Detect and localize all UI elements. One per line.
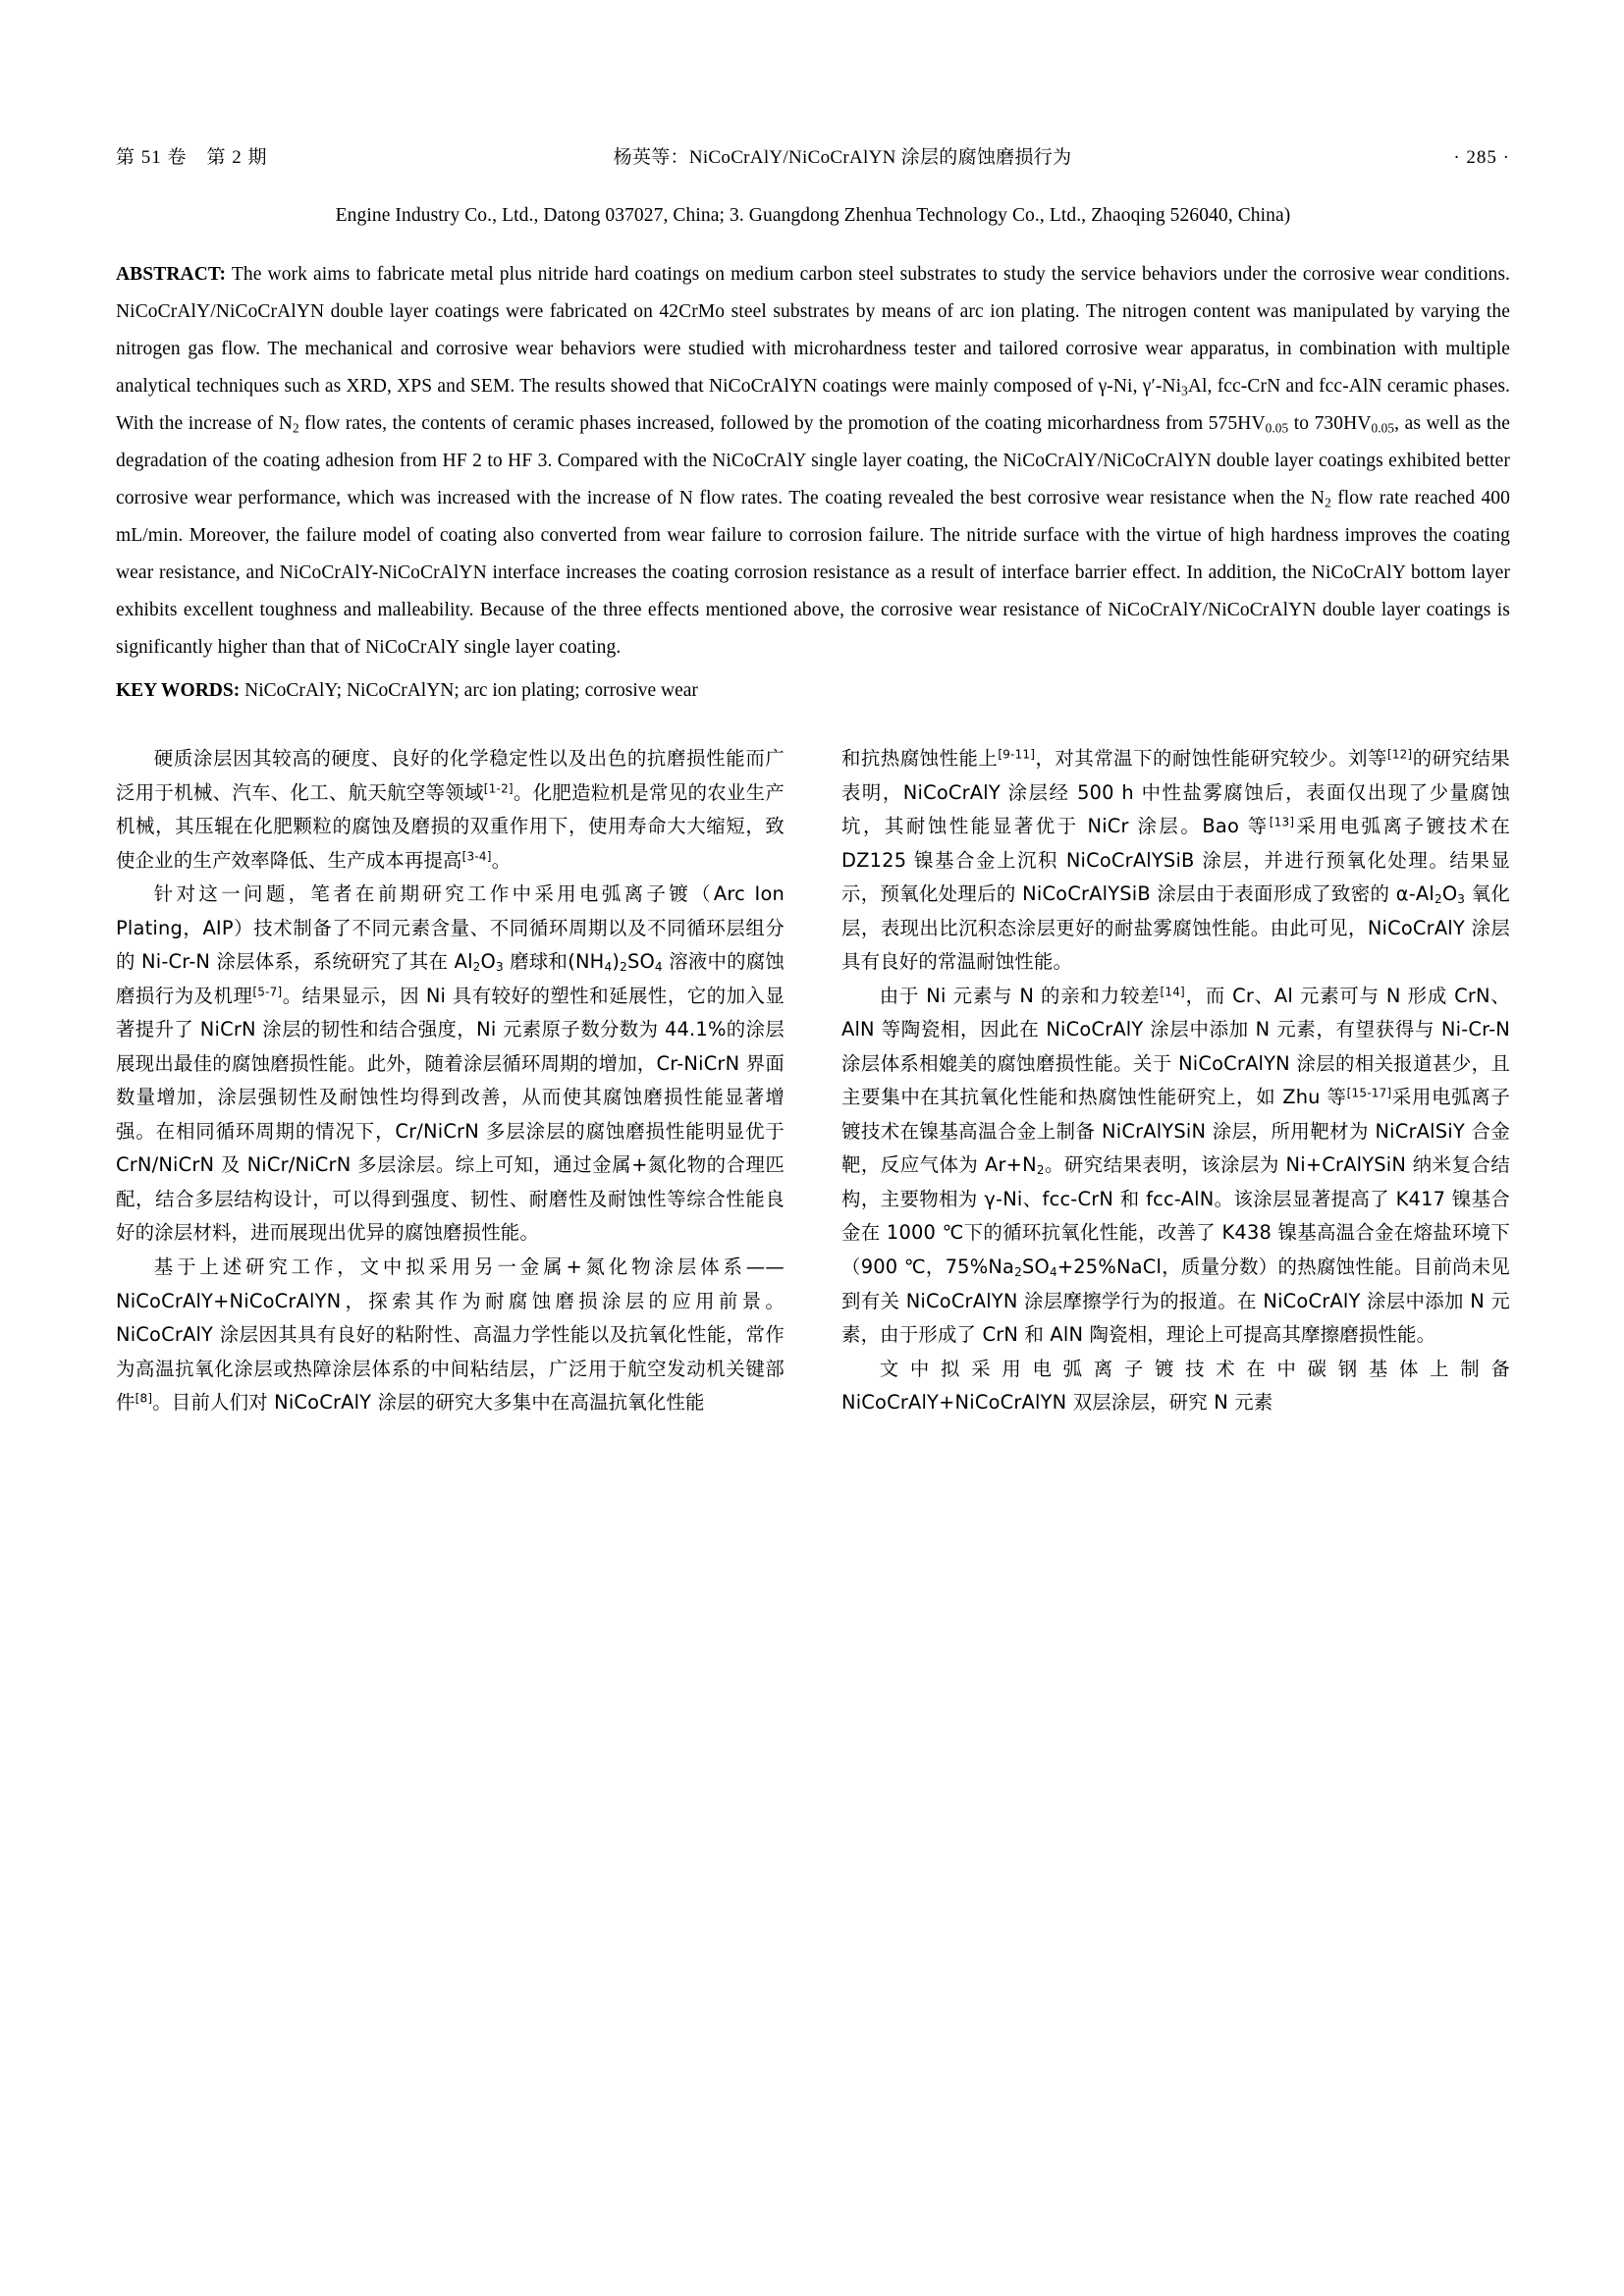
left-p2-sub-3: 4 (604, 960, 613, 975)
left-p1-c: 。 (491, 848, 512, 872)
abstract-text-4: to 730HV (1288, 412, 1372, 434)
left-p2-sub-5: 4 (654, 960, 663, 975)
right-p2-a: 由于 Ni 元素与 N 的亲和力较差 (879, 984, 1161, 1007)
left-p2-e: SO (626, 950, 655, 974)
body-columns (116, 742, 1510, 1420)
right-p2-f: +25%NaCl，质量分数）的热腐蚀性能。目前尚未见到有关 NiCoCrAlYN 涂层摩擦学行为的报道。在 NiCoCrAlY 涂层中添加 N 元素，由于形成了 CrN 和 AlN 陶瓷相，理论上可提高其摩擦磨损性能。 (841, 1255, 1510, 1347)
left-p2-ref-1: [5-7] (252, 985, 283, 999)
abstract-text-1: The work aims to fabricate metal plus nitride hard coatings on medium carbon steel substrates to study the service behaviors under the corrosive wear conditions. NiCoCrAlY/NiCoCrAlYN double layer coatings were fabricated on 42CrMo steel substrates by means of arc ion plating. The nitrogen content was manipulated by varying the nitrogen gas flow. The mechanical and corrosive wear behaviors were studied with microhardness tester and tailored corrosive wear apparatus, in combination with multiple analytical techniques such as XRD, XPS and SEM. The results showed that NiCoCrAlYN coatings were mainly composed of γ-Ni, γ′-Ni (116, 263, 1510, 397)
right-p2-b: ，而 Cr、Al 元素可与 N 形成 CrN、AlN 等陶瓷相，因此在 NiCoCrAlY 涂层中添加 N 元素，有望获得与 Ni-Cr-N 涂层体系相媲美的腐蚀磨损性能。关于 NiCoCrAlYN 涂层的相关报道甚少，且主要集中在其抗氧化性能和热腐蚀性能研究上，如 Zhu 等 (841, 984, 1510, 1109)
abstract-text-6: flow rate reached 400 mL/min. Moreover, the failure model of coating also converted from wear failure to corrosion failure. The nitride surface with the virtue of high hardness improves the coating wear resistance, and NiCoCrAlY-NiCoCrAlYN interface increases the coating corrosion resistance as a result of interface barrier effect. In addition, the NiCoCrAlY bottom layer exhibits excellent toughness and malleability. Because of the three effects mentioned above, the corrosive wear resistance of NiCoCrAlY/NiCoCrAlYN double layer coatings is significantly higher than that of NiCoCrAlY single layer coating. (116, 487, 1510, 658)
right-p1-c: 的研究结果表明，NiCoCrAlY 涂层经 500 h 中性盐雾腐蚀后，表面仅出现了少量腐蚀坑，其耐蚀性能显著优于 NiCr 涂层。Bao 等 (841, 747, 1510, 838)
left-p3-a: 基于上述研究工作，文中拟采用另一金属+氮化物涂层体系——NiCoCrAlY+NiCoCrAlYN，探索其作为耐腐蚀磨损涂层的应用前景。NiCoCrAlY 涂层因其具有良好的粘附性、高温力学性能以及抗氧化性能，常作为高温抗氧化涂层或热障涂层体系的中间粘结层，广泛用于航空发动机关键部件 (116, 1255, 785, 1415)
left-p1-ref-2: [3-4] (461, 849, 492, 863)
left-p2-sub-1: 2 (472, 960, 481, 975)
right-p1-sub-2: 3 (1457, 892, 1466, 907)
right-p2-c: 采用电弧离子镀技术在镍基高温合金上制备 NiCrAlYSiN 涂层，所用靶材为 NiCrAlSiY 合金靶，反应气体为 Ar+N (841, 1086, 1510, 1177)
abstract-label: ABSTRACT: (116, 263, 227, 285)
left-p1-ref-1: [1-2] (483, 780, 514, 795)
left-p3-b: 。目前人们对 NiCoCrAlY 涂层的研究大多集中在高温抗氧化性能 (152, 1391, 705, 1415)
right-p1-ref-2: [12] (1386, 747, 1413, 762)
left-p1-b: 。化肥造粒机是常见的农业生产机械，其压辊在化肥颗粒的腐蚀及磨损的双重作用下，使用寿命大大缩短，致使企业的生产效率降低、生产成本再提高 (116, 780, 785, 872)
right-p1-d: 采用电弧离子镀技术在 DZ125 镍基合金上沉积 NiCoCrAlYSiB 涂层，并进行预氧化处理。结果显示，预氧化处理后的 NiCoCrAlYSiB 涂层由于表面形成了致密的 α-Al (841, 815, 1511, 906)
keywords-line (116, 672, 1510, 709)
affiliation-line: Engine Industry Co., Ltd., Datong 037027, China; 3. Guangdong Zhenhua Technology Co., Ltd., Zhaoqing 526040, China) (335, 204, 1291, 226)
left-p2-f: 溶液中的腐蚀磨损行为及机理 (116, 950, 785, 1007)
right-p2-e: SO (1021, 1255, 1050, 1278)
abstract-text-3: flow rates, the contents of ceramic phases increased, followed by the promotion of the coating micorhardness from 575HV (298, 412, 1266, 434)
left-p2-c: 磨球和(NH (503, 950, 605, 974)
left-p2-g: 。结果显示，因 Ni 具有较好的塑性和延展性，它的加入显著提升了 NiCrN 涂层的韧性和结合强度，Ni 元素原子数分数为 44.1%的涂层展现出最佳的腐蚀磨损性能。此外，随着涂层循环周期的增加，Cr-NiCrN 界面数量增加，涂层强韧性及耐蚀性均得到改善，从而使其腐蚀磨损性能显著增强。在相同循环周期的情况下，Cr/NiCrN 多层涂层的腐蚀磨损性能明显优于 CrN/NiCrN 及 NiCr/NiCrN 多层涂层。综上可知，通过金属+氮化物的合理匹配，结合多层结构设计，可以得到强度、韧性、耐磨性及耐蚀性等综合性能良好的涂层材料，进而展现出优异的腐蚀磨损性能。 (116, 984, 785, 1245)
left-p2-sub-2: 3 (496, 960, 504, 975)
right-p1-e: O (1441, 882, 1458, 906)
keywords-text: NiCoCrAlY; NiCoCrAlYN; arc ion plating; corrosive wear (240, 679, 698, 701)
right-paragraph-1 (841, 742, 1510, 980)
running-title: 杨英等：NiCoCrAlY/NiCoCrAlYN 涂层的腐蚀磨损行为 (613, 147, 1072, 168)
page-number: · 285 · (1453, 147, 1510, 168)
left-p2-d: ) (612, 950, 621, 974)
right-p1-ref-3: [13] (1269, 815, 1295, 829)
abstract-sub-n2-b: 2 (1325, 495, 1331, 510)
abstract-sub-hv-a: 0.05 (1265, 420, 1289, 436)
left-column (116, 742, 785, 1420)
left-p2-a: 针对这一问题，笔者在前期研究工作中采用电弧离子镀（Arc Ion Plating，AIP）技术制备了不同元素含量、不同循环周期以及不同循环层组分的 Ni-Cr-N 涂层体系，系统研究了其在 Al (116, 882, 785, 974)
abstract-paragraph (116, 256, 1510, 667)
right-p2-sub-3: 4 (1049, 1264, 1057, 1279)
right-p1-f: 氧化层，表现出比沉积态涂层更好的耐盐雾腐蚀性能。由此可见，NiCoCrAlY 涂层具有良好的常温耐蚀性能。 (841, 882, 1510, 974)
abstract-sub-3: 3 (1181, 383, 1188, 399)
right-column (841, 742, 1510, 1420)
right-p1-sub-1: 2 (1434, 892, 1442, 907)
right-p3-a: 文中拟采用电弧离子镀技术在中碳钢基体上制备 NiCoCrAlY+NiCoCrAlYN 双层涂层，研究 N 元素 (841, 1357, 1510, 1415)
abstract-sub-n2-a: 2 (292, 420, 299, 436)
right-p2-sub-1: 2 (1036, 1163, 1045, 1178)
page-content (116, 147, 1510, 1420)
left-paragraph-1 (116, 742, 785, 878)
left-paragraph-3 (116, 1251, 785, 1420)
left-paragraph-2 (116, 878, 785, 1251)
right-p1-ref-1: [9-11] (998, 747, 1036, 762)
abstract-sub-hv-b: 0.05 (1371, 420, 1395, 436)
left-p2-b: O (480, 950, 496, 974)
abstract-text-2: Al, fcc-CrN and fcc-AlN ceramic phases. With the increase of N (116, 375, 1510, 434)
left-p2-sub-4: 2 (620, 960, 627, 975)
right-p2-ref-2: [15-17] (1346, 1086, 1392, 1100)
right-p2-d: 。研究结果表明，该涂层为 Ni+CrAlYSiN 纳米复合结构，主要物相为 γ-Ni、fcc-CrN 和 fcc-AlN。该涂层显著提高了 K417 镍基合金在 1000 ℃下的循环抗氧化性能，改善了 K438 镍基高温合金在熔盐环境下（900 ℃，75%Na (841, 1153, 1510, 1278)
right-p1-a: 和抗热腐蚀性能上 (841, 747, 999, 771)
running-head (116, 147, 1510, 176)
keywords-label: KEY WORDS: (116, 679, 241, 701)
abstract-text-5: , as well as the degradation of the coating adhesion from HF 2 to HF 3. Compared with the NiCoCrAlY single layer coating, the NiCoCrAlY/NiCoCrAlYN double layer coatings exhibited better corrosive wear performance, which was increased with the increase of N flow rates. The coating revealed the best corrosive wear resistance when the N (116, 412, 1511, 508)
right-p2-sub-2: 2 (1014, 1264, 1022, 1279)
left-p3-ref-1: [8] (135, 1391, 153, 1406)
right-p2-ref-1: [14] (1160, 985, 1185, 999)
right-p1-b: ，对其常温下的耐蚀性能研究较少。刘等 (1035, 747, 1387, 771)
right-paragraph-2 (841, 980, 1510, 1353)
volume-issue: 第 51 卷 第 2 期 (116, 147, 268, 168)
right-paragraph-3 (841, 1353, 1510, 1420)
left-p1-a: 硬质涂层因其较高的硬度、良好的化学稳定性以及出色的抗磨损性能而广泛用于机械、汽车、化工、航天航空等领域 (116, 747, 785, 804)
